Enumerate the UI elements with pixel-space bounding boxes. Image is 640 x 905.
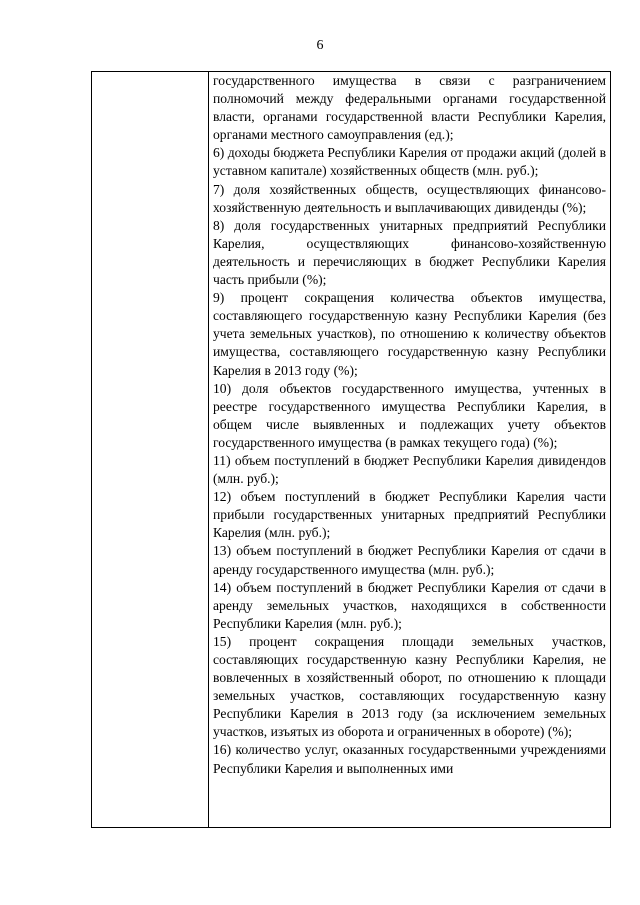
paragraph: 10) доля объектов государственного имущества, учтенных в реестре государственного имущества Республики Карелия, в общем числе выявленных и подлежащих учету объектов государственного имущества (в рамках текущего года) (%); xyxy=(213,380,606,450)
paragraph: 15) процент сокращения площади земельных участков, составляющих государственную казну Республики Карелия, не вовлеченных в хозяйственный оборот, по отношению к площади земельных участков, составляющих государственную казну Республики Карелия в 2013 году (за исключением земельных участков, изъятых из оборота и ограниченных в обороте) (%); xyxy=(213,633,606,740)
paragraph: 9) процент сокращения количества объектов имущества, составляющего государственную казну Республики Карелия (без учета земельных участков), по отношению к количеству объектов имущества, составляющего государственную казну Республики Карелия в 2013 году (%); xyxy=(213,290,606,378)
paragraph: 16) количество услуг, оказанных государственными учреждениями Республики Карелия и выполненных ими xyxy=(213,742,606,776)
document-table xyxy=(91,71,611,828)
paragraph: государственного имущества в связи с разграничением полномочий между федеральными органами государственной власти, органами государственной власти Республики Карелия, органами местного самоуправления (ед.); xyxy=(213,73,606,143)
paragraph: 11) объем поступлений в бюджет Республики Карелия дивидендов (млн. руб.); xyxy=(213,452,606,487)
left-cell xyxy=(92,72,209,827)
page-number: 6 xyxy=(316,38,324,53)
paragraph: 8) доля государственных унитарных предприятий Республики Карелия, осуществляющих финансово-хозяйственную деятельность и перечисляющих в бюджет Республики Карелия часть прибыли (%); xyxy=(213,217,606,288)
paragraph: 12) объем поступлений в бюджет Республики Карелия части прибыли государственных унитарных предприятий Республики Карелия (млн. руб.); xyxy=(213,489,606,541)
paragraph: 14) объем поступлений в бюджет Республики Карелия от сдачи в аренду земельных участков, находящихся в собственности Республики Карелия (млн. руб.); xyxy=(213,579,606,631)
paragraph: 6) доходы бюджета Республики Карелия от продажи акций (долей в уставном капитале) хозяйственных обществ (млн. руб.); xyxy=(213,145,606,179)
paragraph: 13) объем поступлений в бюджет Республики Карелия от сдачи в аренду государственного имущества (млн. руб.); xyxy=(213,543,606,577)
right-cell xyxy=(209,72,610,827)
paragraph: 7) доля хозяйственных обществ, осуществляющих финансово-хозяйственную деятельность и выплачивающих дивиденды (%); xyxy=(213,181,606,215)
